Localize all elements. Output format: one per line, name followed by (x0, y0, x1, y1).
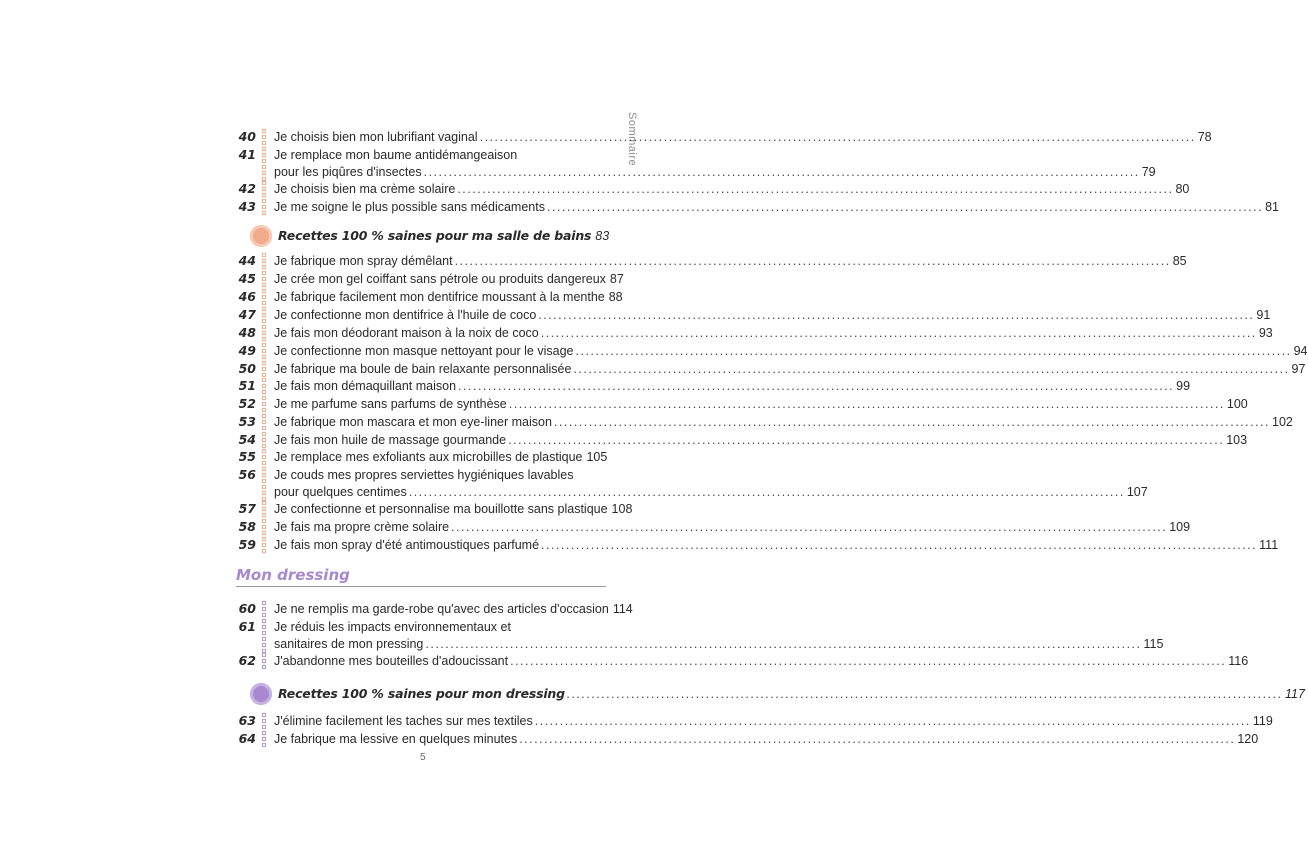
leader-dots (455, 253, 1171, 269)
recipe-page: 117 (1284, 687, 1305, 701)
toc-entry (236, 536, 1279, 554)
entry-title: Je fabrique ma lessive en quelques minutes (274, 732, 518, 746)
leader-dots (409, 484, 1125, 500)
entry-number: 55 (238, 449, 256, 464)
entry-title: Je crée mon gel coiffant sans pétrole ou produits dangereux (274, 272, 606, 286)
section-title: Mon dressing (236, 566, 350, 584)
toc-entry (236, 600, 633, 618)
leader-dots (535, 713, 1251, 729)
entry-page: 120 (1237, 732, 1259, 746)
diamond-ornament-icon (261, 466, 267, 502)
diamond-ornament-icon (261, 252, 267, 270)
entry-number: 51 (238, 378, 256, 393)
entry-title: Je fais mon spray d'été antimoustiques parfumé (274, 538, 540, 552)
leader-dots (457, 181, 1173, 197)
entry-page: 85 (1172, 254, 1187, 268)
diamond-ornament-icon (261, 395, 267, 413)
toc-entry (236, 500, 633, 518)
leader-dots (510, 653, 1226, 669)
entry-page: 115 (1143, 637, 1164, 651)
entry-title: pour les piqûres d'insectes (274, 165, 422, 179)
entry-title: Je confectionne mon masque nettoyant pour le visage (274, 344, 574, 358)
entry-title: Je choisis bien ma crème solaire (274, 182, 456, 196)
toc-entry (236, 413, 1293, 431)
entry-title: J'élimine facilement les taches sur mes textiles (274, 714, 533, 728)
entry-title: Je choisis bien mon lubrifiant vaginal (274, 130, 478, 144)
toc-entry (236, 198, 1279, 216)
leader-dots (451, 519, 1167, 535)
entry-title: Je fabrique mon spray démêlant (274, 254, 453, 268)
toc-entry (236, 288, 623, 306)
diamond-ornament-icon (261, 360, 267, 378)
side-label: Sommaire (626, 112, 638, 167)
entry-page: 91 (1256, 308, 1271, 322)
entry-title: J'abandonne mes bouteilles d'adoucissant (274, 654, 509, 668)
diamond-ornament-icon (261, 146, 267, 182)
entry-page: 114 (612, 602, 633, 616)
entry-page: 99 (1176, 379, 1191, 393)
entry-number: 40 (238, 129, 256, 144)
leader-dots (425, 636, 1141, 652)
entry-number: 64 (238, 731, 256, 746)
entry-page: 108 (611, 502, 633, 516)
diamond-ornament-icon (261, 342, 267, 360)
toc-entry (236, 377, 1191, 395)
entry-title: Je fabrique mon mascara et mon eye-liner maison (274, 415, 552, 429)
leader-dots (458, 378, 1174, 394)
diamond-ornament-icon (261, 518, 267, 536)
toc-entry (236, 128, 1212, 146)
leader-dots (547, 199, 1263, 215)
entry-number: 58 (238, 519, 256, 534)
entry-page: 116 (1228, 654, 1249, 668)
diamond-ornament-icon (261, 652, 267, 670)
entry-title: Je fais mon huile de massage gourmande (274, 433, 507, 447)
toc-entry (236, 395, 1248, 413)
diamond-ornament-icon (261, 324, 267, 342)
entry-number: 61 (238, 619, 256, 634)
toc-entry (236, 270, 624, 288)
diamond-ornament-icon (261, 128, 267, 146)
entry-page: 88 (608, 290, 623, 304)
recipe-title: Recettes 100 % saines pour mon dressing (278, 686, 565, 701)
recipe-heading (246, 224, 610, 248)
diamond-ornament-icon (261, 600, 267, 618)
entry-page: 105 (586, 450, 608, 464)
entry-page: 119 (1252, 714, 1273, 728)
diamond-ornament-icon (261, 180, 267, 198)
diamond-ornament-icon (261, 500, 267, 518)
toc-entry (236, 431, 1248, 449)
diamond-ornament-icon (261, 536, 267, 554)
recipe-badge-icon (250, 683, 272, 705)
leader-dots (576, 343, 1292, 359)
leader-dots (508, 432, 1224, 448)
entry-number: 57 (238, 501, 256, 516)
leader-dots (573, 361, 1289, 377)
entry-title: Je me parfume sans parfums de synthèse (274, 397, 507, 411)
toc-entry (236, 360, 1306, 378)
entry-title: Je fais mon démaquillant maison (274, 379, 457, 393)
recipe-heading (246, 682, 1305, 706)
diamond-ornament-icon (261, 712, 267, 730)
toc-entry (236, 448, 606, 466)
diamond-ornament-icon (261, 377, 267, 395)
entry-number: 63 (238, 713, 256, 728)
entry-number: 59 (238, 537, 256, 552)
leader-dots (424, 164, 1140, 180)
diamond-ornament-icon (261, 618, 267, 654)
entry-title: Je confectionne mon dentifrice à l'huile de coco (274, 308, 537, 322)
entry-title: Je confectionne et personnalise ma bouillotte sans plastique (274, 502, 608, 516)
entry-number: 60 (238, 601, 256, 616)
leader-dots (538, 307, 1254, 323)
diamond-ornament-icon (261, 413, 267, 431)
entry-title-line1: Je réduis les impacts environnementaux et (274, 620, 511, 634)
entry-page: 111 (1259, 538, 1279, 552)
entry-title-line1: Je remplace mon baume antidémangeaison (274, 148, 518, 162)
entry-page: 87 (609, 272, 624, 286)
diamond-ornament-icon (261, 431, 267, 449)
entry-number: 53 (238, 414, 256, 429)
entry-title: Je ne remplis ma garde-robe qu'avec des articles d'occasion (274, 602, 609, 616)
section-divider (236, 586, 606, 587)
diamond-ornament-icon (261, 270, 267, 288)
entry-number: 43 (238, 199, 256, 214)
entry-title: Je fais mon déodorant maison à la noix de coco (274, 326, 539, 340)
page-number: 5 (420, 752, 426, 763)
entry-page: 109 (1169, 520, 1191, 534)
toc-entry (236, 618, 1164, 654)
entry-page: 79 (1141, 165, 1156, 179)
toc-entry (236, 466, 1148, 502)
diamond-ornament-icon (261, 730, 267, 748)
entry-number: 52 (238, 396, 256, 411)
toc-entry (236, 146, 1156, 182)
entry-page: 102 (1272, 415, 1293, 429)
toc-entry (236, 306, 1271, 324)
entry-number: 42 (238, 181, 256, 196)
entry-number: 44 (238, 253, 256, 268)
toc-entry (236, 342, 1308, 360)
entry-page: 107 (1126, 485, 1148, 499)
entry-title: Je fais ma propre crème solaire (274, 520, 450, 534)
entry-number: 54 (238, 432, 256, 447)
diamond-ornament-icon (261, 288, 267, 306)
entry-number: 49 (238, 343, 256, 358)
entry-page: 100 (1226, 397, 1248, 411)
leader-dots (554, 414, 1270, 430)
leader-dots (519, 731, 1235, 747)
entry-title: pour quelques centimes (274, 485, 407, 499)
entry-page: 103 (1226, 433, 1248, 447)
entry-number: 46 (238, 289, 256, 304)
entry-title-line1: Je couds mes propres serviettes hygiéniques lavables (274, 468, 574, 482)
toc-entry (236, 518, 1191, 536)
recipe-page: 83 (595, 229, 610, 243)
entry-title: Je me soigne le plus possible sans médicaments (274, 200, 545, 214)
leader-dots (509, 396, 1225, 412)
entry-page: 93 (1258, 326, 1273, 340)
toc-entry (236, 712, 1273, 730)
entry-title: sanitaires de mon pressing (274, 637, 424, 651)
entry-number: 45 (238, 271, 256, 286)
recipe-badge-icon (250, 225, 272, 247)
entry-title: Je fabrique ma boule de bain relaxante personnalisée (274, 362, 572, 376)
recipe-title: Recettes 100 % saines pour ma salle de bains (278, 228, 592, 243)
leader-dots (480, 129, 1196, 145)
entry-title: Je fabrique facilement mon dentifrice moussant à la menthe (274, 290, 605, 304)
toc-entry (236, 324, 1273, 342)
entry-number: 50 (238, 361, 256, 376)
entry-number: 47 (238, 307, 256, 322)
leader-dots (541, 537, 1257, 553)
toc-entry (236, 730, 1259, 748)
diamond-ornament-icon (261, 448, 267, 466)
diamond-ornament-icon (261, 198, 267, 216)
toc-entry (236, 180, 1190, 198)
entry-page: 81 (1265, 200, 1279, 214)
entry-number: 41 (238, 147, 256, 162)
entry-page: 97 (1291, 362, 1306, 376)
leader-dots (541, 325, 1257, 341)
toc-entry (236, 252, 1187, 270)
leader-dots (567, 686, 1283, 702)
entry-page: 80 (1175, 182, 1190, 196)
entry-number: 62 (238, 653, 256, 668)
diamond-ornament-icon (261, 306, 267, 324)
entry-number: 48 (238, 325, 256, 340)
entry-page: 94 (1293, 344, 1308, 358)
entry-page: 78 (1197, 130, 1212, 144)
entry-title: Je remplace mes exfoliants aux microbilles de plastique (274, 450, 583, 464)
entry-number: 56 (238, 467, 256, 482)
toc-entry (236, 652, 1249, 670)
